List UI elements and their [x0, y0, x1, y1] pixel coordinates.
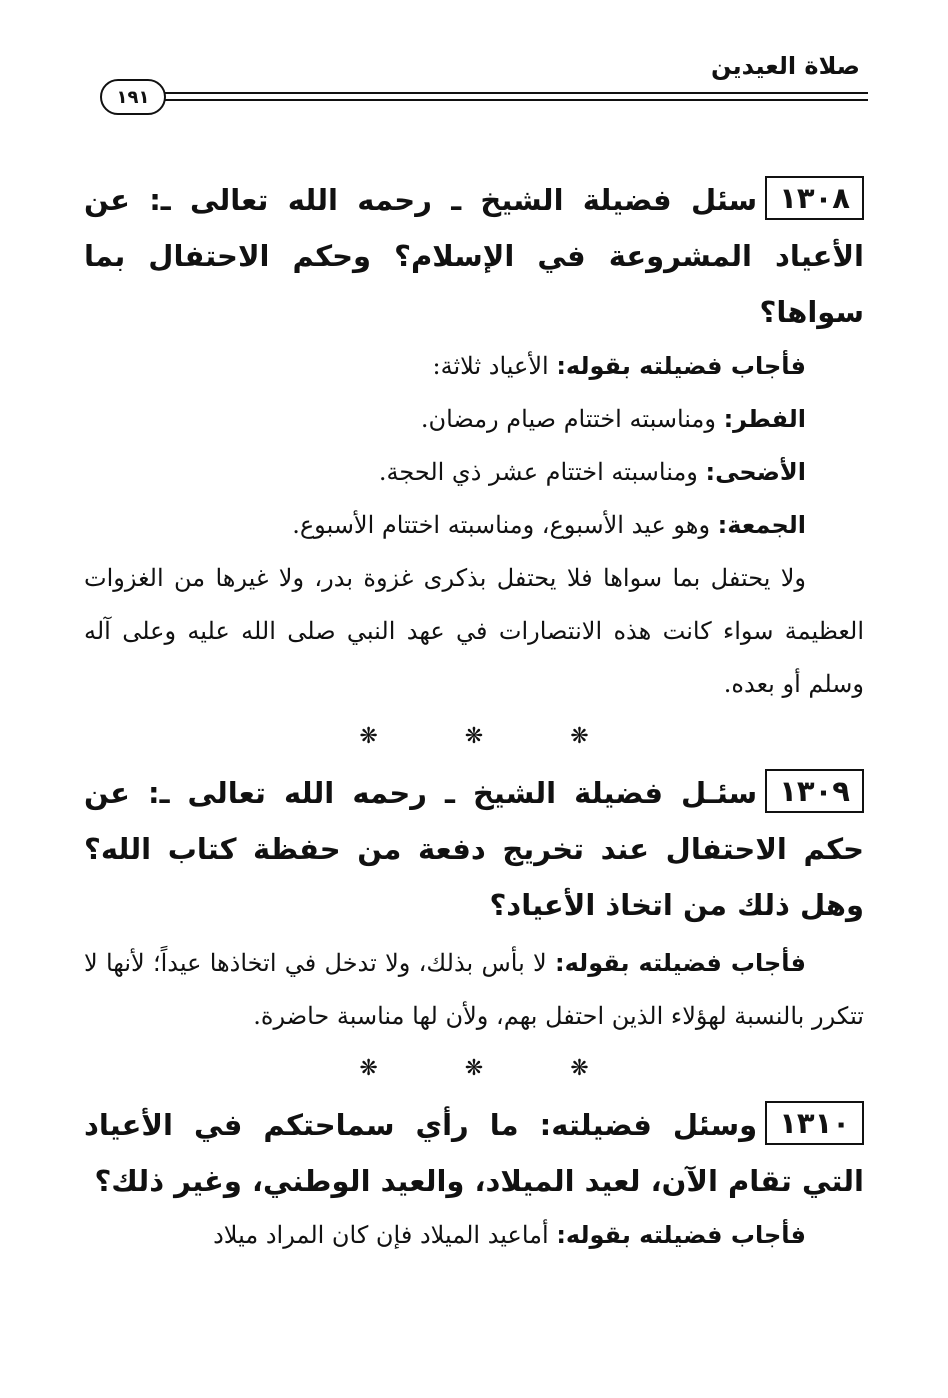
- fatwa-entry: [84, 765, 864, 1043]
- question-text: وسئل فضيلته: ما رأي سماحتكم في الأعياد التي تقام الآن، لعيد الميلاد، والعيد الوطني، وغير ذلك؟: [84, 1108, 864, 1198]
- answer-text: أماعيد الميلاد فإن كان المراد ميلاد: [213, 1221, 549, 1249]
- feast-term: الجمعة:: [717, 511, 806, 539]
- feast-term: الأضحى:: [705, 458, 806, 486]
- fatwa-entry: [84, 172, 864, 711]
- running-title: صلاة العيدين: [711, 52, 860, 80]
- page-content: [84, 172, 864, 1262]
- feast-text: ومناسبته اختتام عشر ذي الحجة.: [378, 458, 698, 486]
- feast-item: [84, 499, 864, 552]
- feast-item: [84, 446, 864, 499]
- feast-text: ومناسبته اختتام صيام رمضان.: [420, 405, 716, 433]
- question-text: سئـل فضيلة الشيخ ـ رحمه الله تعالى ـ: عن حكم الاحتفال عند تخريج دفعة من حفظة كتاب الله؟ وهل ذلك من اتخاذ الأعياد؟: [84, 776, 864, 922]
- header-rule: [160, 99, 868, 101]
- fatwa-entry: [84, 1097, 864, 1262]
- answer-lead: فأجاب فضيلته بقوله:: [556, 1221, 806, 1249]
- header-rule: [160, 92, 868, 94]
- question-text: سئل فضيلة الشيخ ـ رحمه الله تعالى ـ: عن الأعياد المشروعة في الإسلام؟ وحكم الاحتفال بما سواها؟: [84, 183, 864, 329]
- answer-text: لا بأس بذلك، ولا تدخل في اتخاذها عيداً؛ لأنها لا تتكرر بالنسبة لهؤلاء الذين احتفل بهم، ولأن لها مناسبة حاضرة.: [84, 949, 864, 1030]
- question: [84, 172, 864, 340]
- question: [84, 1097, 864, 1209]
- question-number: ١٣١٠: [765, 1101, 864, 1145]
- question: [84, 765, 864, 933]
- feast-text: وهو عيد الأسبوع، ومناسبته اختتام الأسبوع.: [292, 511, 711, 539]
- feast-item: [84, 393, 864, 446]
- question-number: ١٣٠٨: [765, 176, 864, 220]
- answer: [84, 1209, 864, 1262]
- answer-text: الأعياد ثلاثة:: [432, 352, 549, 380]
- answer-lead: فأجاب فضيلته بقوله:: [555, 949, 806, 977]
- answer: [84, 937, 864, 1043]
- question-number: ١٣٠٩: [765, 769, 864, 813]
- section-separator: ❋ ❋ ❋: [359, 1056, 629, 1081]
- answer-lead: فأجاب فضيلته بقوله:: [556, 352, 806, 380]
- section-separator: ❋ ❋ ❋: [359, 724, 629, 749]
- answer-intro: [84, 340, 864, 393]
- answer-closing: ولا يحتفل بما سواها فلا يحتفل بذكرى غزوة بدر، ولا غيرها من الغزوات العظيمة سواء كانت هذه الانتصارات في عهد النبي صلى الله عليه وعلى آله وسلم أو بعده.: [84, 564, 864, 698]
- feast-term: الفطر:: [723, 405, 806, 433]
- page-number: ١٩١: [100, 79, 166, 115]
